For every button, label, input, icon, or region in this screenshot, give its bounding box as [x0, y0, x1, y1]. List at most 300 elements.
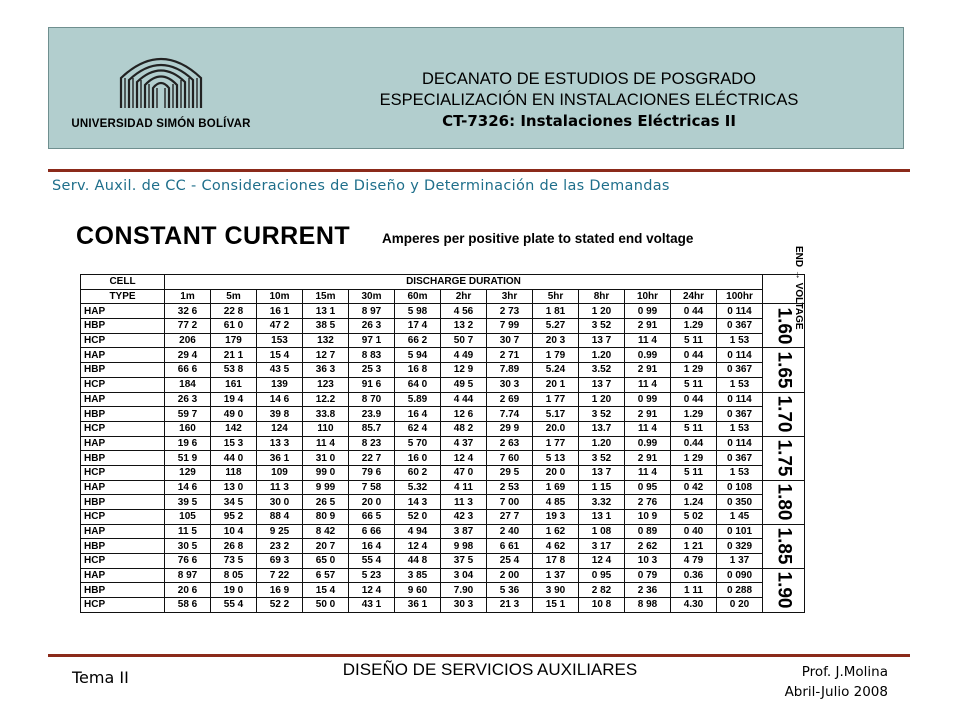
- table-cell: 30 0: [257, 495, 303, 510]
- table-cell: 0 101: [717, 524, 763, 539]
- cell-type: HBP: [81, 363, 165, 378]
- table-cell: 69 3: [257, 554, 303, 569]
- table-cell: 16 8: [395, 363, 441, 378]
- table-cell: 10 4: [211, 524, 257, 539]
- table-cell: 3 04: [441, 568, 487, 583]
- table-cell: 5 11: [671, 377, 717, 392]
- cell-type: HBP: [81, 451, 165, 466]
- end-voltage-value: 1.80: [773, 483, 795, 521]
- table-row: [81, 480, 805, 495]
- table-cell: 36 3: [303, 363, 349, 378]
- table-cell: 1.20: [579, 436, 625, 451]
- end-voltage-cell: [763, 436, 805, 480]
- table-cell: 3 17: [579, 539, 625, 554]
- table-cell: 16 0: [395, 451, 441, 466]
- table-cell: 110: [303, 421, 349, 436]
- cell-type: HBP: [81, 583, 165, 598]
- table-cell: 0 114: [717, 392, 763, 407]
- table-cell: 5.24: [533, 363, 579, 378]
- cell-type: HCP: [81, 510, 165, 525]
- header-titles: [299, 69, 879, 132]
- table-cell: 11 4: [625, 377, 671, 392]
- table-cell: 1 37: [717, 554, 763, 569]
- table-row: [81, 510, 805, 525]
- table-cell: 1 53: [717, 333, 763, 348]
- table-cell: 1 20: [579, 304, 625, 319]
- table-cell: 2 91: [625, 451, 671, 466]
- table-cell: 7 00: [487, 495, 533, 510]
- table-cell: 12 6: [441, 407, 487, 422]
- table-cell: 0 95: [625, 480, 671, 495]
- table-cell: 42 3: [441, 510, 487, 525]
- table-cell: 1 77: [533, 392, 579, 407]
- table-cell: 0.36: [671, 568, 717, 583]
- table-cell: 29 4: [165, 348, 211, 363]
- table-cell: 123: [303, 377, 349, 392]
- table-cell: 48 2: [441, 421, 487, 436]
- end-voltage-cell: [763, 480, 805, 524]
- duration-header: 1m: [165, 289, 211, 304]
- cell-type: HAP: [81, 568, 165, 583]
- header-dean-office: DECANATO DE ESTUDIOS DE POSGRADO: [421, 70, 757, 88]
- table-cell: 1.29: [671, 407, 717, 422]
- table-cell: 5 36: [487, 583, 533, 598]
- table-cell: 8 83: [349, 348, 395, 363]
- table-cell: 3 87: [441, 524, 487, 539]
- table-cell: 7.74: [487, 407, 533, 422]
- table-cell: 11 3: [441, 495, 487, 510]
- cell-type: HCP: [81, 421, 165, 436]
- table-cell: 4 37: [441, 436, 487, 451]
- table-cell: 1 81: [533, 304, 579, 319]
- table-cell: 1.20: [579, 348, 625, 363]
- table-cell: 55 4: [349, 554, 395, 569]
- cell-type: HAP: [81, 304, 165, 319]
- discharge-table: [80, 274, 805, 613]
- table-cell: 11 4: [625, 333, 671, 348]
- duration-header: 5m: [211, 289, 257, 304]
- cell-type: HAP: [81, 524, 165, 539]
- table-cell: 14 3: [395, 495, 441, 510]
- table-cell: 34 5: [211, 495, 257, 510]
- table-cell: 52 0: [395, 510, 441, 525]
- table-cell: 15 3: [211, 436, 257, 451]
- table-cell: 0 114: [717, 304, 763, 319]
- university-logo: [61, 48, 261, 132]
- table-cell: 61 0: [211, 319, 257, 334]
- cell-type: HBP: [81, 319, 165, 334]
- table-cell: 29 9: [487, 421, 533, 436]
- end-voltage-cell: [763, 524, 805, 568]
- table-cell: 0 350: [717, 495, 763, 510]
- table-cell: 2 91: [625, 407, 671, 422]
- table-cell: 44 8: [395, 554, 441, 569]
- end-voltage-value: 1.60: [773, 307, 795, 345]
- table-cell: 139: [257, 377, 303, 392]
- table-cell: 0 367: [717, 407, 763, 422]
- table-cell: 4 44: [441, 392, 487, 407]
- university-name: UNIVERSIDAD SIMÓN BOLÍVAR: [71, 118, 251, 130]
- duration-header: 24hr: [671, 289, 717, 304]
- table-cell: 12.2: [303, 392, 349, 407]
- table-cell: 0 288: [717, 583, 763, 598]
- table-cell: 4 62: [533, 539, 579, 554]
- table-cell: 0 44: [671, 348, 717, 363]
- table-cell: 5.89: [395, 392, 441, 407]
- table-cell: 20 6: [165, 583, 211, 598]
- table-cell: 7.90: [441, 583, 487, 598]
- cell-type: HCP: [81, 377, 165, 392]
- table-cell: 0.99: [625, 348, 671, 363]
- table-cell: 2 40: [487, 524, 533, 539]
- table-cell: 0 99: [625, 304, 671, 319]
- table-cell: 30 3: [487, 377, 533, 392]
- table-cell: 1 53: [717, 377, 763, 392]
- end-voltage-value: 1.85: [773, 527, 795, 565]
- cell-type: HCP: [81, 333, 165, 348]
- table-cell: 73 5: [211, 554, 257, 569]
- table-row: [81, 598, 805, 613]
- table-row: [81, 539, 805, 554]
- table-cell: 58 6: [165, 598, 211, 613]
- type-header: TYPE: [81, 289, 165, 304]
- end-voltage-value: 1.75: [773, 439, 795, 477]
- table-cell: 0 44: [671, 392, 717, 407]
- table-cell: 36 1: [257, 451, 303, 466]
- table-cell: 17 8: [533, 554, 579, 569]
- table-cell: 5 13: [533, 451, 579, 466]
- table-cell: 9 99: [303, 480, 349, 495]
- table-cell: 8 70: [349, 392, 395, 407]
- table-cell: 5 23: [349, 568, 395, 583]
- table-cell: 66 2: [395, 333, 441, 348]
- table-cell: 129: [165, 465, 211, 480]
- table-cell: 3 52: [579, 451, 625, 466]
- table-cell: 3 52: [579, 319, 625, 334]
- table-row: [81, 348, 805, 363]
- table-cell: 2 62: [625, 539, 671, 554]
- table-cell: 4 56: [441, 304, 487, 319]
- table-cell: 85.7: [349, 421, 395, 436]
- table-cell: 8 98: [625, 598, 671, 613]
- table-row: [81, 333, 805, 348]
- table-cell: 0.44: [671, 436, 717, 451]
- cell-header: CELL: [81, 275, 165, 290]
- table-cell: 30 7: [487, 333, 533, 348]
- table-cell: 2 82: [579, 583, 625, 598]
- table-cell: 5 11: [671, 333, 717, 348]
- table-cell: 12 4: [395, 539, 441, 554]
- top-divider: [48, 169, 910, 172]
- table-cell: 8 23: [349, 436, 395, 451]
- table-cell: 14 6: [165, 480, 211, 495]
- table-cell: 59 7: [165, 407, 211, 422]
- table-cell: 3 85: [395, 568, 441, 583]
- table-cell: 32 6: [165, 304, 211, 319]
- table-cell: 21 1: [211, 348, 257, 363]
- table-cell: 21 3: [487, 598, 533, 613]
- table-cell: 8 97: [165, 568, 211, 583]
- table-cell: 0 367: [717, 363, 763, 378]
- table-cell: 11 5: [165, 524, 211, 539]
- table-row: [81, 524, 805, 539]
- table-cell: 132: [303, 333, 349, 348]
- table-cell: 1 53: [717, 465, 763, 480]
- cell-type: HCP: [81, 598, 165, 613]
- table-cell: 65 0: [303, 554, 349, 569]
- table-cell: 1 11: [671, 583, 717, 598]
- table-cell: 20 0: [533, 465, 579, 480]
- cell-type: HCP: [81, 554, 165, 569]
- table-cell: 9 60: [395, 583, 441, 598]
- table-cell: 184: [165, 377, 211, 392]
- table-cell: 20.0: [533, 421, 579, 436]
- table-cell: 99 0: [303, 465, 349, 480]
- table-cell: 13.7: [579, 421, 625, 436]
- cell-type: HCP: [81, 465, 165, 480]
- table-cell: 1 45: [717, 510, 763, 525]
- table-cell: 25 4: [487, 554, 533, 569]
- footer-author: [752, 662, 888, 702]
- table-cell: 13 1: [303, 304, 349, 319]
- end-voltage-value: 1.90: [773, 571, 795, 609]
- header-banner: [48, 27, 904, 149]
- table-row: [81, 363, 805, 378]
- table-cell: 0 95: [579, 568, 625, 583]
- cell-type: HBP: [81, 407, 165, 422]
- table-cell: 3.52: [579, 363, 625, 378]
- table-cell: 2 63: [487, 436, 533, 451]
- table-cell: 124: [257, 421, 303, 436]
- table-row: [81, 319, 805, 334]
- table-cell: 79 6: [349, 465, 395, 480]
- table-cell: 80 9: [303, 510, 349, 525]
- table-cell: 15 4: [257, 348, 303, 363]
- end-voltage-value: 1.70: [773, 395, 795, 433]
- table-cell: 161: [211, 377, 257, 392]
- table-cell: 1 53: [717, 421, 763, 436]
- table-cell: 20 0: [349, 495, 395, 510]
- table-cell: 0 89: [625, 524, 671, 539]
- table-cell: 17 4: [395, 319, 441, 334]
- duration-header: 60m: [395, 289, 441, 304]
- table-cell: 49 0: [211, 407, 257, 422]
- table-cell: 26 3: [349, 319, 395, 334]
- table-cell: 43 1: [349, 598, 395, 613]
- table-cell: 12 4: [441, 451, 487, 466]
- table-cell: 0 79: [625, 568, 671, 583]
- cell-type: HAP: [81, 436, 165, 451]
- footer-period: Abril-Julio 2008: [784, 684, 888, 700]
- table-cell: 11 4: [625, 465, 671, 480]
- table-cell: 109: [257, 465, 303, 480]
- table-cell: 47 2: [257, 319, 303, 334]
- table-cell: 4 79: [671, 554, 717, 569]
- table-cell: 3 90: [533, 583, 579, 598]
- duration-header: 2hr: [441, 289, 487, 304]
- duration-header: 15m: [303, 289, 349, 304]
- table-row: [81, 421, 805, 436]
- table-cell: 7 22: [257, 568, 303, 583]
- table-cell: 2 71: [487, 348, 533, 363]
- table-row: [81, 451, 805, 466]
- table-cell: 1 29: [671, 451, 717, 466]
- table-cell: 206: [165, 333, 211, 348]
- table-cell: 11 4: [303, 436, 349, 451]
- table-cell: 6 66: [349, 524, 395, 539]
- table-cell: 0 42: [671, 480, 717, 495]
- duration-header: 8hr: [579, 289, 625, 304]
- table-cell: 22 8: [211, 304, 257, 319]
- table-cell: 1.24: [671, 495, 717, 510]
- end-voltage-label: END → VOLTAGE: [793, 246, 804, 330]
- table-cell: 13 2: [441, 319, 487, 334]
- table-cell: 142: [211, 421, 257, 436]
- table-cell: 5 70: [395, 436, 441, 451]
- table-row: [81, 407, 805, 422]
- table-cell: 62 4: [395, 421, 441, 436]
- table-cell: 25 3: [349, 363, 395, 378]
- table-cell: 16 9: [257, 583, 303, 598]
- table-cell: 44 0: [211, 451, 257, 466]
- slide-subtitle: Serv. Auxil. de CC - Consideraciones de Diseño y Determinación de las Demandas: [52, 178, 670, 194]
- table-cell: 4 85: [533, 495, 579, 510]
- table-cell: 2 91: [625, 319, 671, 334]
- table-cell: 0 367: [717, 319, 763, 334]
- table-cell: 160: [165, 421, 211, 436]
- table-cell: 3 52: [579, 407, 625, 422]
- table-cell: 0 114: [717, 436, 763, 451]
- end-voltage-cell: [763, 348, 805, 392]
- table-cell: 27 7: [487, 510, 533, 525]
- table-cell: 6 61: [487, 539, 533, 554]
- table-cell: 29 5: [487, 465, 533, 480]
- table-cell: 50 7: [441, 333, 487, 348]
- duration-header: 30m: [349, 289, 395, 304]
- table-row: [81, 583, 805, 598]
- footer-course-title: DISEÑO DE SERVICIOS AUXILIARES: [342, 660, 638, 679]
- table-cell: 7 60: [487, 451, 533, 466]
- table-cell: 33.8: [303, 407, 349, 422]
- table-cell: 60 2: [395, 465, 441, 480]
- table-cell: 105: [165, 510, 211, 525]
- table-cell: 13 1: [579, 510, 625, 525]
- table-cell: 2 53: [487, 480, 533, 495]
- table-cell: 76 6: [165, 554, 211, 569]
- table-cell: 23 2: [257, 539, 303, 554]
- table-cell: 30 3: [441, 598, 487, 613]
- table-cell: 5 98: [395, 304, 441, 319]
- table-cell: 4 49: [441, 348, 487, 363]
- table-cell: 12 9: [441, 363, 487, 378]
- header-course: CT-7326: Instalaciones Eléctricas II: [442, 112, 736, 130]
- table-cell: 2 00: [487, 568, 533, 583]
- table-cell: 16 4: [395, 407, 441, 422]
- table-cell: 1 77: [533, 436, 579, 451]
- table-cell: 52 2: [257, 598, 303, 613]
- table-cell: 1 37: [533, 568, 579, 583]
- footer-professor: Prof. J.Molina: [801, 664, 888, 680]
- table-cell: 15 1: [533, 598, 579, 613]
- table-cell: 37 5: [441, 554, 487, 569]
- table-cell: 118: [211, 465, 257, 480]
- table-cell: 5 02: [671, 510, 717, 525]
- table-cell: 4 11: [441, 480, 487, 495]
- end-voltage-value: 1.65: [773, 351, 795, 389]
- table-cell: 5.27: [533, 319, 579, 334]
- table-cell: 5.32: [395, 480, 441, 495]
- duration-header: 10m: [257, 289, 303, 304]
- table-cell: 10 9: [625, 510, 671, 525]
- table-cell: 0 090: [717, 568, 763, 583]
- table-cell: 43 5: [257, 363, 303, 378]
- table-row: [81, 568, 805, 583]
- table-cell: 0 108: [717, 480, 763, 495]
- table-cell: 1.29: [671, 319, 717, 334]
- bottom-divider: [48, 654, 910, 657]
- table-cell: 20 7: [303, 539, 349, 554]
- table-cell: 5.17: [533, 407, 579, 422]
- table-cell: 66 6: [165, 363, 211, 378]
- table-cell: 1 21: [671, 539, 717, 554]
- table-cell: 19 0: [211, 583, 257, 598]
- voltage-header: [763, 275, 805, 304]
- table-cell: 26 3: [165, 392, 211, 407]
- duration-header: 5hr: [533, 289, 579, 304]
- table-cell: 0 367: [717, 451, 763, 466]
- table-cell: 13 0: [211, 480, 257, 495]
- table-cell: 8 42: [303, 524, 349, 539]
- table-cell: 2 73: [487, 304, 533, 319]
- table-cell: 0 329: [717, 539, 763, 554]
- table-cell: 19 4: [211, 392, 257, 407]
- table-cell: 7 99: [487, 319, 533, 334]
- table-cell: 31 0: [303, 451, 349, 466]
- table-row: [81, 495, 805, 510]
- cell-type: HBP: [81, 539, 165, 554]
- header-specialization: ESPECIALIZACIÓN EN INSTALACIONES ELÉCTRICAS: [379, 91, 799, 109]
- cell-type: HBP: [81, 495, 165, 510]
- table-cell: 0 44: [671, 304, 717, 319]
- table-cell: 8 97: [349, 304, 395, 319]
- table-cell: 1 69: [533, 480, 579, 495]
- table-cell: 14 6: [257, 392, 303, 407]
- table-cell: 2 36: [625, 583, 671, 598]
- table-cell: 13 7: [579, 377, 625, 392]
- duration-header: 10hr: [625, 289, 671, 304]
- table-cell: 97 1: [349, 333, 395, 348]
- table-cell: 11 3: [257, 480, 303, 495]
- table-cell: 66 5: [349, 510, 395, 525]
- table-cell: 51 9: [165, 451, 211, 466]
- table-cell: 36 1: [395, 598, 441, 613]
- table-cell: 1 29: [671, 363, 717, 378]
- table-cell: 9 98: [441, 539, 487, 554]
- table-cell: 22 7: [349, 451, 395, 466]
- table-cell: 0.99: [625, 436, 671, 451]
- table-cell: 38 5: [303, 319, 349, 334]
- table-row: [81, 392, 805, 407]
- table-row: [81, 554, 805, 569]
- table-cell: 16 4: [349, 539, 395, 554]
- table-cell: 13 3: [257, 436, 303, 451]
- table-cell: 0 114: [717, 348, 763, 363]
- table-cell: 4.30: [671, 598, 717, 613]
- figure-subtitle: Amperes per positive plate to stated end voltage: [382, 231, 694, 246]
- table-cell: 49 5: [441, 377, 487, 392]
- table-cell: 12 4: [579, 554, 625, 569]
- table-cell: 91 6: [349, 377, 395, 392]
